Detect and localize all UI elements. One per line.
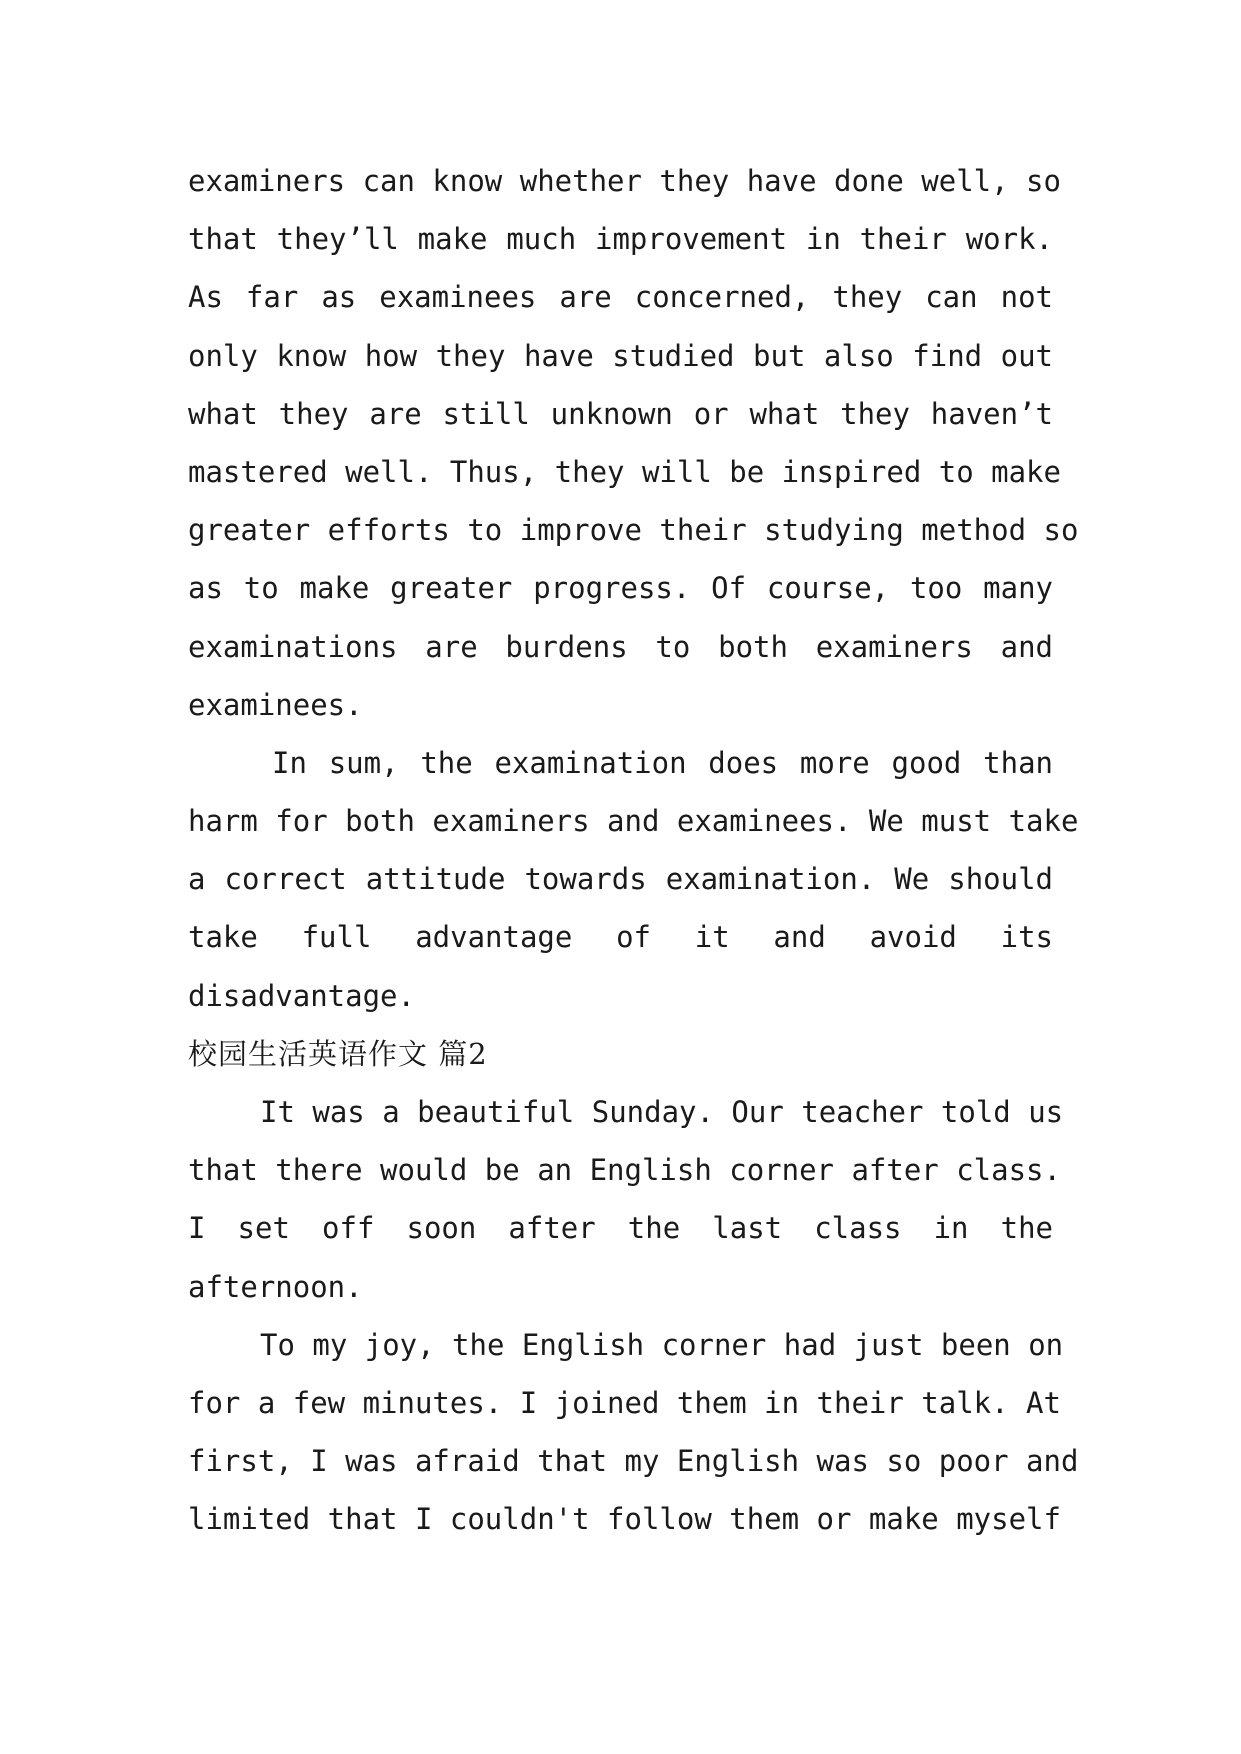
text-line: that there would be an English corner after class. — [188, 1153, 1061, 1188]
document-body — [188, 162, 1079, 1559]
text-line: examinations are burdens to both examiners and — [188, 629, 1053, 664]
paragraph-sunday-english-corner — [188, 1093, 1064, 1326]
text-line: what they are still unknown or what they haven’t — [188, 396, 1053, 431]
text-line: that they’ll make much improvement in their work. — [188, 222, 1053, 257]
text-line: examinees. — [188, 687, 363, 722]
text-line: a correct attitude towards examination. We should — [188, 862, 1053, 897]
text-line: first, I was afraid that my English was so poor and — [188, 1444, 1079, 1479]
text-line: afternoon. — [188, 1269, 363, 1304]
text-line: examiners can know whether they have done well, so — [188, 164, 1061, 198]
section-heading: 校园生活英语作文 篇2 — [188, 1036, 488, 1071]
paragraph-examination-benefits — [188, 162, 1079, 744]
text-line: As far as examinees are concerned, they can not — [188, 280, 1053, 315]
text-line: It was a beautiful Sunday. Our teacher told us — [260, 1095, 1064, 1129]
text-line: for a few minutes. I joined them in their talk. At — [188, 1385, 1061, 1420]
text-line: mastered well. Thus, they will be inspired to make — [188, 454, 1061, 489]
paragraph-joining-english-corner — [188, 1326, 1079, 1559]
text-line: as to make greater progress. Of course, too many — [188, 571, 1053, 606]
paragraph-conclusion — [188, 744, 1079, 1035]
text-line: disadvantage. — [188, 978, 415, 1013]
text-line: To my joy, the English corner had just been on — [260, 1327, 1064, 1362]
text-line: harm for both examiners and examinees. We must take — [188, 804, 1079, 839]
text-line: take full advantage of it and avoid its — [188, 920, 1053, 955]
text-line: In sum, the examination does more good than — [272, 745, 1053, 780]
text-line: I set off soon after the last class in the — [188, 1211, 1053, 1246]
text-line: limited that I couldn't follow them or make myself — [188, 1502, 1061, 1537]
text-line: only know how they have studied but also find out — [188, 338, 1053, 373]
text-line: greater efforts to improve their studying method so — [188, 513, 1079, 548]
